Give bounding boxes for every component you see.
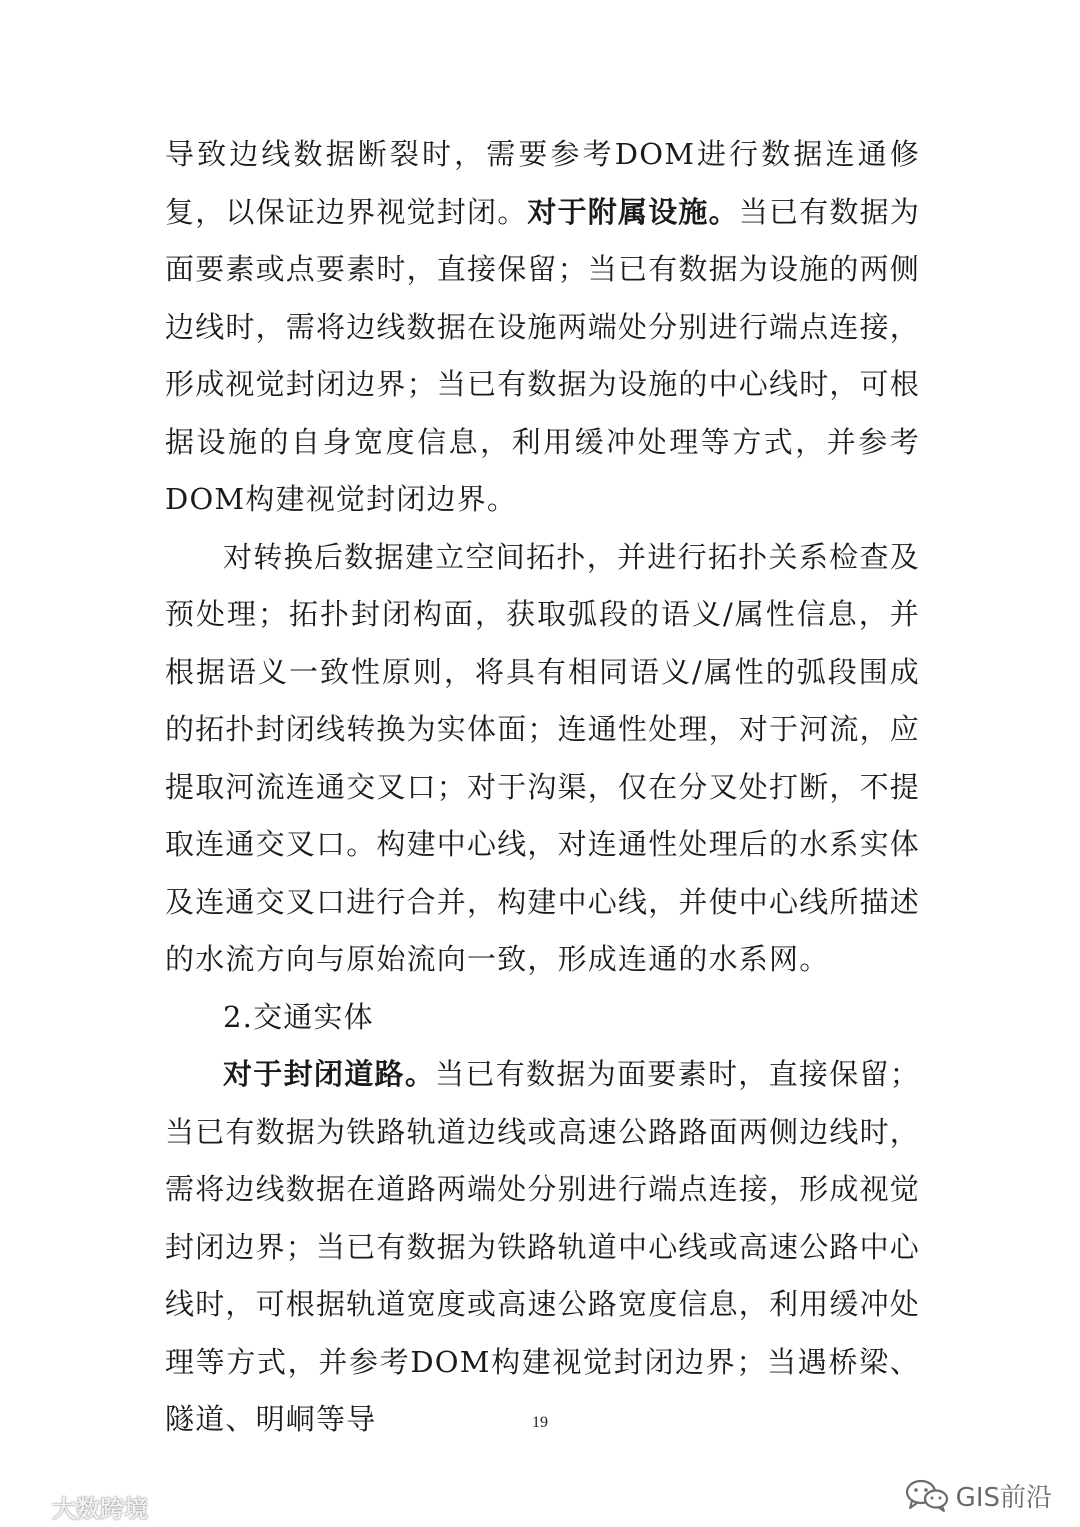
- watermark-right-text: GIS前沿: [955, 1483, 1052, 1513]
- watermark-right: [904, 1477, 1052, 1514]
- paragraph-4-heading-closed-roads: 对于封闭道路。: [223, 1057, 436, 1091]
- body-text: [165, 126, 920, 1449]
- paragraph-4: [165, 1046, 920, 1449]
- paragraph-2-run-1: 对转换后数据建立空间拓扑，并进行拓扑关系检查及预处理；拓扑封闭构面，获取弧段的语义/属性信息，并根据语义一致性原则，将具有相同语义/属性的弧段围成的拓扑封闭线转换为实体面；连通性处理，对于河流，应提取河流连通交叉口；对于沟渠，仅在分叉处打断，不提取连通交叉口。构建中心线，对连通性处理后的水系实体及连通交叉口进行合并，构建中心线，并使中心线所描述的水流方向与原始流向一致，形成连通的水系网。: [165, 539, 921, 976]
- paragraph-2: [165, 529, 920, 989]
- paragraph-1: [165, 126, 920, 529]
- wechat-logo-icon: [904, 1479, 950, 1513]
- paragraph-1-run-3: 当已有数据为面要素或点要素时，直接保留；当已有数据为设施的两侧边线时，需将边线数据在设施两端处分别进行端点连接，形成视觉封闭边界；当已有数据为设施的中心线时，可根据设施的自身宽度信息，利用缓冲处理等方式，并参考DOM构建视觉封闭边界。: [165, 194, 921, 516]
- section-heading-traffic-entity: [165, 989, 920, 1047]
- section-heading-text: 2.交通实体: [223, 999, 374, 1034]
- paragraph-4-run-2: 当已有数据为面要素时，直接保留；当已有数据为铁路轨道边线或高速公路路面两侧边线时，需将边线数据在道路两端处分别进行端点连接，形成视觉封闭边界；当已有数据为铁路轨道中心线或高速公路中心线时，可根据轨道宽度或高速公路宽度信息，利用缓冲处理等方式，并参考DOM构建视觉封闭边界；当遇桥梁、隧道、明峒等导: [165, 1057, 921, 1436]
- paragraph-1-heading-affiliated-facilities: 对于附属设施。: [527, 194, 739, 229]
- watermark-left-text: 大数跨境: [52, 1495, 148, 1523]
- watermark-left: [4, 1489, 148, 1524]
- weibo-logo-icon: [4, 1492, 48, 1522]
- paragraph-1-run-1: 导致边线数据断裂时，需要参考DOM进行数据连通修复，以保证边界视觉封闭。: [165, 137, 920, 229]
- page-number: 19: [532, 1414, 548, 1431]
